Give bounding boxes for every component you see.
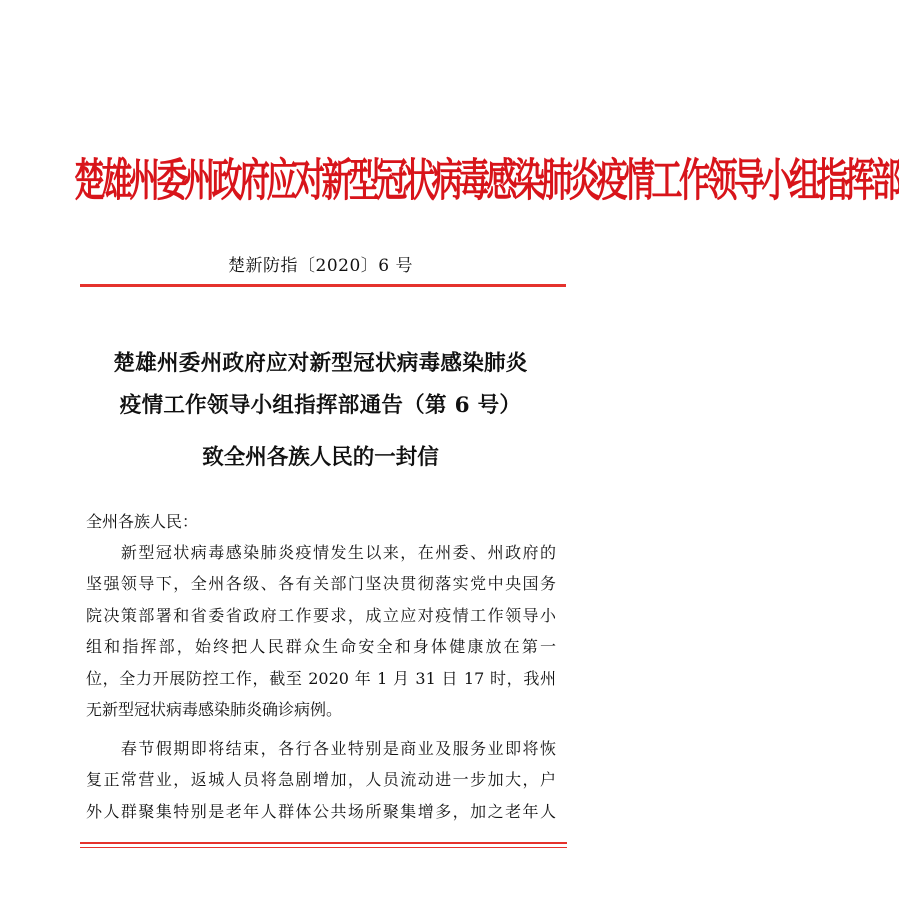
salutation: 全州各族人民： (86, 512, 199, 531)
masthead-title: 楚雄州委州政府应对新型冠状病毒感染肺炎疫情工作领导小组指挥部 (74, 154, 899, 208)
text-line: 外人群聚集特别是老年人群体公共场所聚集增多，加之老年人 (86, 801, 556, 821)
footer-red-rule (80, 842, 567, 844)
header-red-rule (80, 284, 566, 287)
text-line: 组和指挥部，始终把人民群众生命安全和身体健康放在第一 (86, 637, 556, 657)
text-line: 院决策部署和省委省政府工作要求，成立应对疫情工作领导小 (86, 605, 556, 625)
text-line: 新型冠状病毒感染肺炎疫情发生以来，在州委、州政府的 (86, 543, 556, 562)
letter-subtitle: 致全州各族人民的一封信 (202, 445, 439, 470)
paragraph-2 (86, 733, 556, 827)
document-number: 楚新防指〔2020〕6 号 (228, 256, 413, 276)
notice-title-line-1: 楚雄州委州政府应对新型冠状病毒感染肺炎 (113, 351, 528, 376)
text-line: 春节假期即将结束，各行各业特别是商业及服务业即将恢 (86, 739, 556, 758)
text-line: 位，全力开展防控工作，截至 2020 年 1 月 31 日 17 时，我州 (86, 668, 556, 688)
notice-title-line-2: 疫情工作领导小组指挥部通告（第 6 号） (119, 393, 522, 418)
footer-red-rule-thin (80, 847, 567, 848)
text-line: 复正常营业，返城人员将急剧增加，人员流动进一步加大，户 (86, 770, 556, 790)
text-line: 坚强领导下，全州各级、各有关部门坚决贯彻落实党中央国务 (86, 574, 556, 594)
paragraph-1 (86, 537, 556, 725)
text-line: 无新型冠状病毒感染肺炎确诊病例。 (86, 699, 343, 719)
